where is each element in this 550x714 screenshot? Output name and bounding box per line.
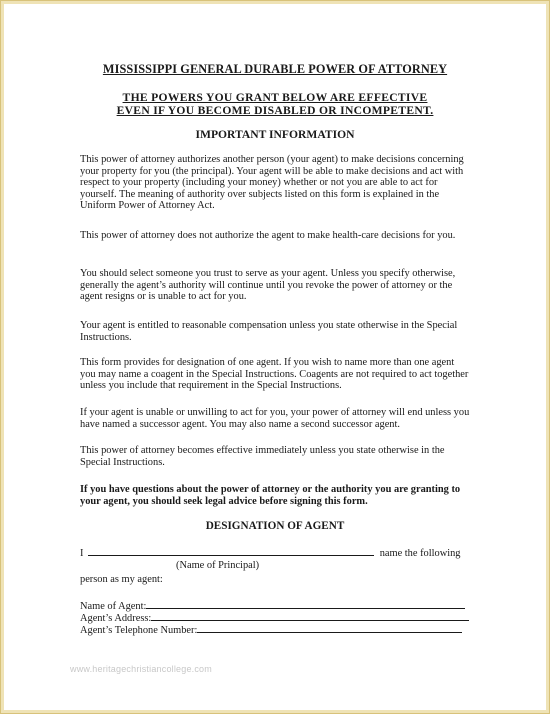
- principal-caption: (Name of Principal): [176, 560, 260, 571]
- document-title: MISSISSIPPI GENERAL DURABLE POWER OF ATTORNEY: [102, 62, 448, 76]
- as-agent-text: person as my agent:: [80, 574, 163, 585]
- subtitle-line-2: EVEN IF YOU BECOME DISABLED OR INCOMPETENT.: [116, 104, 434, 117]
- paragraph-select-agent: You should select someone you trust to serve as your agent. Unless you specify otherwise, generally the agent’s authority will continue until you revoke the power of attorney or the agent resigns or is unable to act for you.: [80, 268, 456, 303]
- document-subtitle: [0, 91, 550, 117]
- principal-name-field[interactable]: [88, 546, 374, 556]
- paragraph-successor-agent: If your agent is unable or unwilling to act for you, your power of attorney will end unless you have named a successor agent. You may also name a second successor agent.: [80, 407, 470, 430]
- paragraph-effective: This power of attorney becomes effective immediately unless you state otherwise in the Special Instructions.: [80, 445, 445, 468]
- agent-phone-row: [80, 623, 462, 637]
- important-information-heading: IMPORTANT INFORMATION: [195, 128, 355, 141]
- watermark: www.heritagechristiancollege.com: [70, 664, 212, 674]
- agent-address-field[interactable]: [151, 611, 469, 621]
- principal-prefix: I: [80, 548, 84, 559]
- agent-phone-field[interactable]: [197, 623, 462, 633]
- agent-address-label: Agent’s Address:: [80, 613, 152, 624]
- agent-name-label: Name of Agent:: [80, 601, 147, 612]
- paragraph-authorization: This power of attorney authorizes another person (your agent) to make decisions concerning your property for you (the principal). Your agent will be able to make decisions and act with respect to your property (including your money) whether or not you are able to act for yourself. The meaning of authority over subjects listed on this form is explained in the Uniform Power of Attorney Act.: [80, 154, 464, 212]
- paragraph-legal-advice: If you have questions about the power of attorney or the authority you are granting to your agent, you should seek legal advice before signing this form.: [80, 484, 461, 507]
- designation-of-agent-heading: DESIGNATION OF AGENT: [205, 520, 345, 532]
- agent-name-field[interactable]: [146, 599, 465, 609]
- paragraph-coagent: This form provides for designation of one agent. If you wish to name more than one agent you may name a coagent in the Special Instructions. Coagents are not required to act together unless you include that requirement in the Special Instructions.: [80, 357, 469, 392]
- subtitle-line-1: THE POWERS YOU GRANT BELOW ARE EFFECTIVE: [122, 91, 428, 104]
- paragraph-health-care: This power of attorney does not authorize the agent to make health-care decisions for you.: [80, 230, 456, 241]
- paragraph-compensation: Your agent is entitled to reasonable compensation unless you state otherwise in the Special Instructions.: [80, 320, 458, 343]
- principal-suffix: name the following: [379, 548, 461, 559]
- principal-line: [80, 546, 460, 560]
- agent-phone-label: Agent’s Telephone Number:: [80, 625, 198, 636]
